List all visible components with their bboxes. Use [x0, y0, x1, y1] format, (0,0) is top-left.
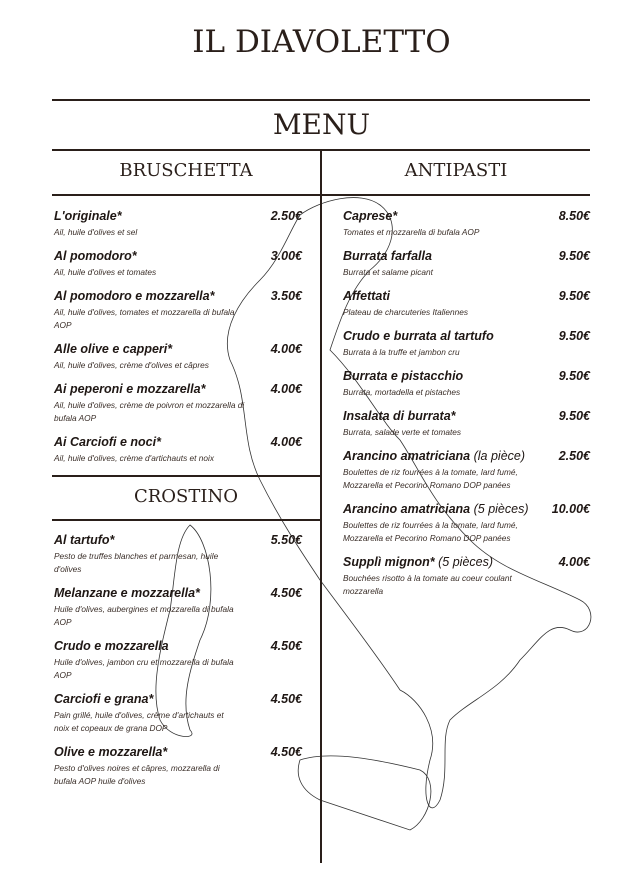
item-description: Pain grillé, huile d'olives, crème d'artichauts et noix et copeaux de grana DOP [54, 710, 224, 733]
item-header [54, 585, 302, 601]
item-description: Huile d'olives, aubergines et mozzarella di bufala AOP [54, 604, 234, 627]
item-name-text: Caprese* [343, 209, 398, 223]
item-price: 9.50€ [558, 329, 590, 343]
item-note: (5 pièces) [470, 502, 529, 516]
menu-item [343, 208, 590, 239]
item-description: Pesto de truffes blanches et parmesan, huile d'olives [54, 551, 219, 574]
item-description: Ail, huile d'olives et sel [54, 227, 138, 237]
item-name-text: Insalata di burrata* [343, 409, 456, 423]
divider [52, 519, 320, 521]
item-price: 4.00€ [270, 382, 302, 396]
item-price: 9.50€ [558, 409, 590, 423]
item-header [54, 434, 302, 450]
item-name [54, 691, 263, 707]
item-description: Ail, huile d'olives et tomates [54, 267, 157, 277]
divider [52, 99, 590, 101]
item-name [343, 554, 551, 570]
item-header [54, 638, 302, 654]
item-name [54, 744, 263, 760]
menu-item [54, 288, 302, 332]
item-description: Burrata et salame picant [343, 267, 433, 277]
item-name [54, 381, 263, 397]
item-price: 4.50€ [270, 692, 302, 706]
item-name [343, 448, 551, 464]
item-name-text: Ai Carciofi e noci* [54, 435, 161, 449]
menu-item [54, 381, 302, 425]
restaurant-name: IL DIAVOLETTO [192, 24, 451, 60]
item-name [54, 248, 263, 264]
menu-item [54, 532, 302, 576]
item-description: Burrata, salade verte et tomates [343, 427, 462, 437]
item-header [343, 408, 590, 424]
item-name-text: Crudo e burrata al tartufo [343, 329, 494, 343]
item-description: Boulettes de riz fourrées à la tomate, lard fumé, Mozzarella et Pecorino Romano DOP panées [343, 467, 518, 490]
menu-item [54, 434, 302, 465]
item-name-text: Burrata e pistacchio [343, 369, 464, 383]
divider [52, 194, 320, 196]
item-name-text: Al pomodoro e mozzarella* [54, 289, 215, 303]
item-header [343, 448, 590, 464]
item-name-text: Affettati [343, 289, 390, 303]
menu-item [54, 248, 302, 279]
item-name-text: Arancino amatriciana [343, 449, 471, 463]
item-header [54, 288, 302, 304]
item-name [54, 532, 263, 548]
item-note: (5 pièces) [434, 555, 494, 569]
menu-item [54, 744, 302, 788]
antipasti-list [343, 208, 590, 607]
item-name [343, 208, 551, 224]
menu-item [54, 341, 302, 372]
item-description: Plateau de charcuteries Italiennes [343, 307, 468, 317]
item-name-text: Ai peperoni e mozzarella* [54, 382, 206, 396]
item-header [54, 341, 302, 357]
item-price: 3.50€ [270, 289, 302, 303]
item-name [54, 208, 263, 224]
item-price: 2.50€ [270, 209, 302, 223]
item-header [54, 532, 302, 548]
item-description: Tomates et mozzarella di bufala AOP [343, 227, 480, 237]
item-header [54, 381, 302, 397]
item-price: 4.50€ [270, 586, 302, 600]
item-price: 2.50€ [558, 449, 590, 463]
menu-item [54, 585, 302, 629]
item-name [54, 638, 263, 654]
item-name-text: Alle olive e capperi* [54, 342, 173, 356]
menu-item [54, 691, 302, 735]
item-name-text: Supplì mignon* [343, 555, 435, 569]
item-price: 9.50€ [558, 369, 590, 383]
item-price: 3.00€ [270, 249, 302, 263]
item-name [343, 368, 551, 384]
item-header [343, 368, 590, 384]
item-name [54, 288, 263, 304]
menu-item [343, 554, 590, 598]
item-header [343, 288, 590, 304]
item-name-text: Arancino amatriciana [343, 502, 471, 516]
item-description: Ail, huile d'olives, crème de poivron et mozzarella di bufala AOP [54, 400, 245, 423]
menu-item [343, 501, 590, 545]
crostino-list [54, 532, 302, 797]
section-title-bruschetta: BRUSCHETTA [119, 160, 253, 181]
item-description: Pesto d'olives noires et câpres, mozzarella di bufala AOP huile d'olives [54, 763, 220, 786]
item-name-text: Al pomodoro* [54, 249, 137, 263]
menu-item [343, 368, 590, 399]
item-name [54, 434, 263, 450]
item-name [343, 288, 551, 304]
item-name-text: Carciofi e grana* [54, 692, 154, 706]
item-price: 4.50€ [270, 745, 302, 759]
item-description: Ail, huile d'olives, crème d'olives et câpres [54, 360, 209, 370]
item-note: (la pièce) [470, 449, 526, 463]
divider [322, 194, 590, 196]
item-name-text: Crudo e mozzarella [54, 639, 169, 653]
divider [52, 475, 320, 477]
item-header [54, 208, 302, 224]
item-header [343, 328, 590, 344]
item-name [343, 501, 544, 517]
item-header [343, 554, 590, 570]
item-name-text: Burrata farfalla [343, 249, 432, 263]
item-header [54, 744, 302, 760]
menu-item [343, 288, 590, 319]
item-price: 4.00€ [270, 342, 302, 356]
item-price: 8.50€ [558, 209, 590, 223]
item-description: Huile d'olives, jambon cru et mozzarella di bufala AOP [54, 657, 234, 680]
menu-item [343, 328, 590, 359]
item-name [343, 248, 551, 264]
item-description: Burrata à la truffe et jambon cru [343, 347, 460, 357]
item-price: 5.50€ [270, 533, 302, 547]
item-name [343, 328, 551, 344]
bruschetta-list [54, 208, 302, 474]
item-name-text: L'originale* [54, 209, 122, 223]
item-price: 4.00€ [270, 435, 302, 449]
item-header [343, 208, 590, 224]
item-price: 10.00€ [551, 502, 590, 516]
menu-title: MENU [272, 108, 371, 141]
item-price: 9.50€ [558, 249, 590, 263]
item-header [54, 691, 302, 707]
item-name-text: Melanzane e mozzarella* [54, 586, 200, 600]
item-header [54, 248, 302, 264]
item-description: Ail, huile d'olives, tomates et mozzarella di bufala AOP [54, 307, 235, 330]
section-title-antipasti: ANTIPASTI [404, 160, 508, 181]
section-title-crostino: CROSTINO [133, 486, 239, 507]
item-price: 4.50€ [270, 639, 302, 653]
item-price: 4.00€ [558, 555, 590, 569]
item-description: Ail, huile d'olives, crème d'artichauts et noix [54, 453, 214, 463]
menu-item [343, 448, 590, 492]
menu-item [54, 208, 302, 239]
menu-item [343, 248, 590, 279]
item-description: Burrata, mortadella et pistaches [343, 387, 461, 397]
column-divider [320, 149, 322, 863]
item-name [343, 408, 551, 424]
item-name-text: Olive e mozzarella* [54, 745, 168, 759]
item-name [54, 341, 263, 357]
menu-item [343, 408, 590, 439]
item-header [343, 248, 590, 264]
item-name-text: Al tartufo* [54, 533, 115, 547]
item-price: 9.50€ [558, 289, 590, 303]
menu-item [54, 638, 302, 682]
item-header [343, 501, 590, 517]
item-description: Boulettes de riz fourrées à la tomate, lard fumé, Mozzarella et Pecorino Romano DOP panées [343, 520, 518, 543]
item-description: Bouchées risotto à la tomate au coeur coulant mozzarella [343, 573, 512, 596]
item-name [54, 585, 263, 601]
